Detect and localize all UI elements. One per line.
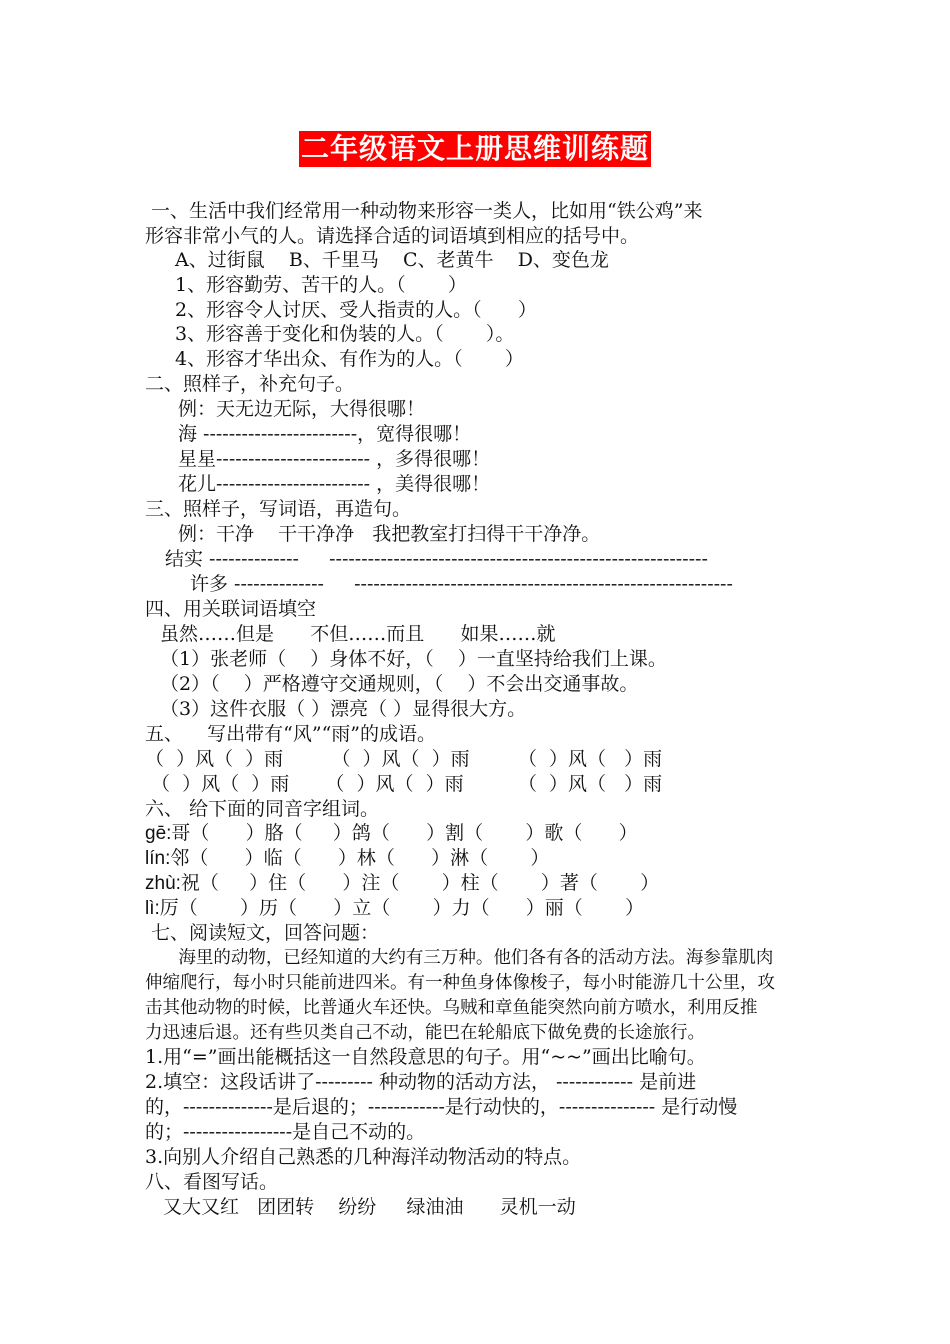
s6-heading: 六、 给下面的同音字组词。 [145, 798, 380, 820]
s6-row-zhu-words: 祝（ ）住（ ）注（ ）柱（ ）著（ ） [180, 872, 660, 894]
s7-question-2a: 2.填空：这段话讲了--------- 种动物的活动方法， ------------ 是前进 [145, 1071, 697, 1093]
pinyin-zhu: zhù: [145, 873, 181, 894]
s6-row-zhu [145, 871, 659, 896]
s1-question-2: 2、形容令人讨厌、受人指责的人。（ ） [175, 299, 537, 321]
pinyin-lin: lín: [145, 848, 171, 869]
s3-line-2: 许多 -------------- ----------------------------------------------------------- [190, 573, 733, 595]
pinyin-li: lì: [145, 898, 160, 919]
s3-example: 例：干净 干干净净 我把教室打扫得干干净净。 [178, 523, 601, 545]
s2-line-2: 星星------------------------ ，多得很哪！ [178, 448, 491, 470]
s7-passage-line1: 海里的动物，已经知道的大约有三万种。他们各有各的活动方法。海参靠肌肉 [145, 948, 774, 968]
s1-options: A、过街鼠 B、千里马 C、老黄牛 D、变色龙 [175, 249, 609, 271]
s2-line-1: 海 ------------------------，宽得很哪！ [178, 423, 472, 445]
s3-heading: 三、照样子，写词语，再造句。 [145, 498, 412, 520]
page-title: 二年级语文上册思维训练题 [300, 132, 649, 165]
s2-line-3: 花儿------------------------ ，美得很哪！ [178, 473, 491, 495]
s5-row-1: （ ）风（ ）雨 （ ）风（ ）雨 （ ）风（ ）雨 [145, 748, 663, 770]
s7-heading: 七、阅读短文，回答问题： [145, 922, 380, 944]
s1-question-3: 3、形容善于变化和伪装的人。（ ）。 [175, 323, 515, 345]
s7-question-2b: 的，--------------是后退的；------------是行动快的，--------------- 是行动慢 [145, 1096, 738, 1118]
s2-heading: 二、照样子，补充句子。 [145, 373, 355, 395]
s1-intro-line1: 一、生活中我们经常用一种动物来形容一类人，比如用“铁公鸡”来 [145, 200, 703, 222]
s7-question-3: 3.向别人介绍自己熟悉的几种海洋动物活动的特点。 [145, 1146, 582, 1168]
s7-passage-line4: 力迅速后退。还有些贝类自己不动，能巴在轮船底下做免费的长途旅行。 [145, 1023, 705, 1043]
s7-passage-line2: 伸缩爬行，每小时只能前进四米。有一种鱼身体像梭子，每小时能游几十公里，攻 [145, 973, 775, 993]
s6-row-lin-words: 邻（ ）临（ ）林（ ）淋（ ） [170, 847, 550, 869]
s4-question-3: （3）这件衣服（ ）漂亮（ ）显得很大方。 [160, 698, 527, 720]
s2-example: 例：天无边无际，大得很哪！ [178, 398, 426, 420]
s4-question-2: （2）（ ）严格遵守交通规则，（ ）不会出交通事故。 [160, 673, 639, 695]
s7-question-1: 1.用“=”画出能概括这一自然段意思的句子。用“~~”画出比喻句。 [145, 1046, 706, 1068]
s6-row-ge [145, 821, 638, 846]
s1-question-1: 1、形容勤劳、苦干的人。（ ） [175, 274, 467, 296]
s4-connectives: 虽然……但是 不但……而且 如果……就 [160, 623, 556, 645]
s8-heading: 八、看图写话。 [145, 1171, 279, 1193]
s6-row-li [145, 896, 644, 921]
s4-question-1: （1）张老师（ ）身体不好，（ ）一直坚持给我们上课。 [160, 648, 667, 670]
s8-word-list: 又大又红 团团转 纷纷 绿油油 灵机一动 [163, 1196, 576, 1218]
s3-line-1: 结实 -------------- ----------------------------------------------------------- [165, 548, 708, 570]
s7-question-2c: 的；-----------------是自己不动的。 [145, 1121, 426, 1143]
title-banner [0, 131, 950, 167]
s1-question-4: 4、形容才华出众、有作为的人。（ ） [175, 348, 524, 370]
s6-row-li-words: 厉（ ）历（ ）立（ ）力（ ）丽（ ） [159, 897, 645, 919]
pinyin-ge: gē: [145, 823, 172, 844]
s4-heading: 四、用关联词语填空 [145, 598, 317, 620]
s6-row-ge-words: 哥（ ）胳（ ）鸽（ ）割（ ）歌（ ） [171, 822, 638, 844]
s6-row-lin [145, 846, 549, 871]
s5-row-2: （ ）风（ ）雨 （ ）风（ ）雨 （ ）风（ ）雨 [145, 773, 663, 795]
s1-intro-line2: 形容非常小气的人。请选择合适的词语填到相应的括号中。 [145, 225, 640, 247]
s7-passage-line3: 击其他动物的时候，比普通火车还快。乌贼和章鱼能突然向前方喷水，利用反推 [145, 998, 758, 1018]
s5-heading: 五、 写出带有“风”“雨”的成语。 [145, 723, 437, 745]
